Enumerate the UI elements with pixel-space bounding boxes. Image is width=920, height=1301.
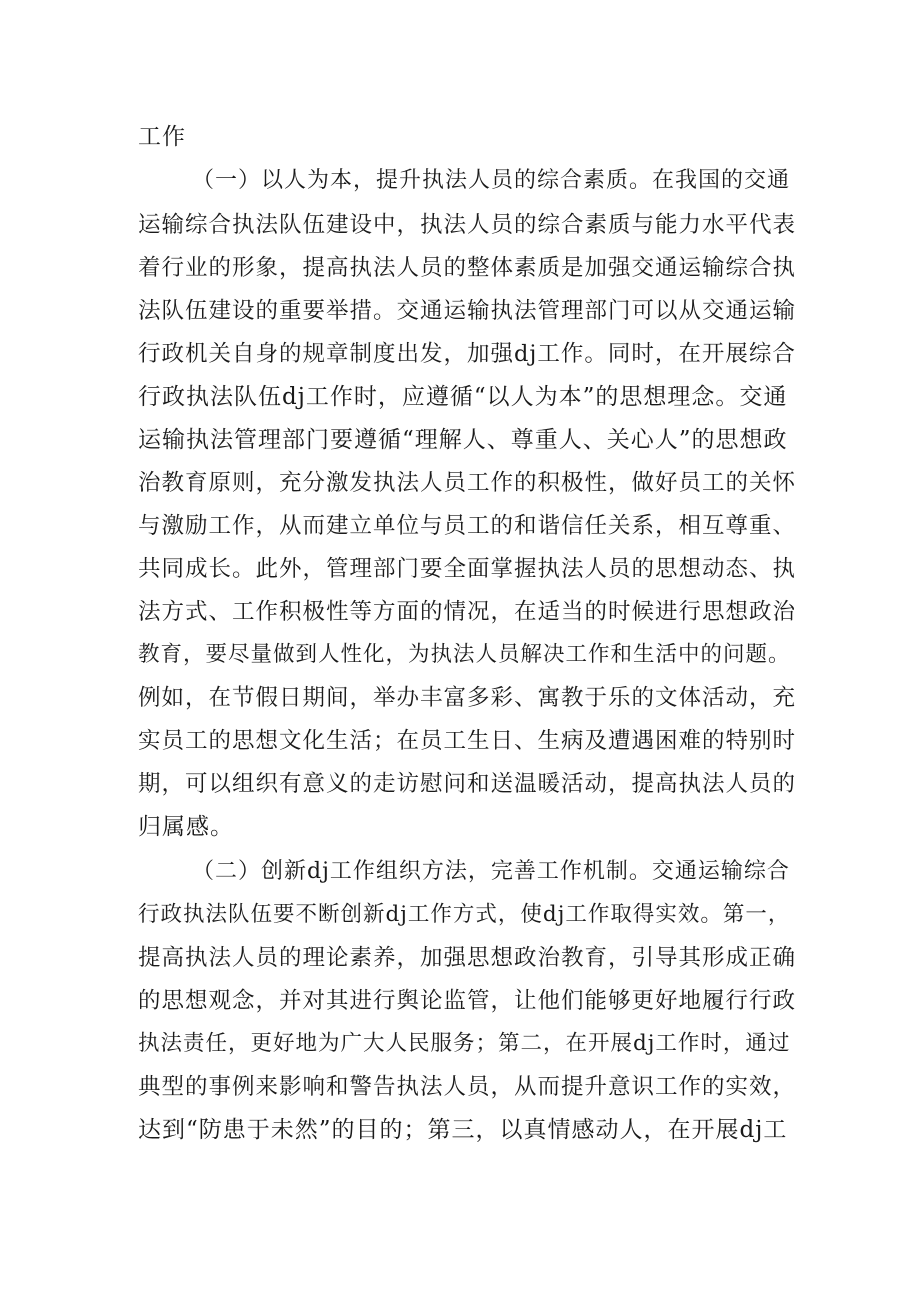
text-line: 法方式、工作积极性等方面的情况，在适当的时候进行思想政治 bbox=[138, 599, 797, 625]
text-line: 工作 bbox=[138, 124, 186, 150]
text-line: 共同成长。此外，管理部门要全面掌握执法人员的思想动态、执 bbox=[138, 556, 797, 582]
text-line: 实员工的思想文化生活；在员工生日、生病及遭遇困难的特别时 bbox=[138, 728, 797, 754]
text-line: 达到“防患于未然”的目的；第三，以真情感动人，在开展dj工 bbox=[138, 1117, 788, 1143]
text-line: 执法责任，更好地为广大人民服务；第二，在开展dj工作时，通过 bbox=[138, 1031, 791, 1056]
text-line: 教育，要尽量做到人性化，为执法人员解决工作和生活中的问题。 bbox=[138, 642, 791, 667]
text-line: 的思想观念，并对其进行舆论监管，让他们能够更好地履行行政 bbox=[138, 988, 797, 1014]
text-line: 例如，在节假日期间，举办丰富多彩、寓教于乐的文体活动，充 bbox=[138, 685, 797, 711]
text-line: 行政执法队伍dj工作时，应遵循“以人为本”的思想理念。交通 bbox=[138, 384, 788, 410]
text-line: 提高执法人员的理论素养，加强思想政治教育，引导其形成正确 bbox=[138, 945, 797, 971]
text-line: 运输执法管理部门要遵循“理解人、尊重人、关心人”的思想政 bbox=[138, 427, 788, 453]
text-line: （二）创新dj工作组织方法，完善工作机制。交通运输综合 bbox=[192, 859, 790, 884]
text-line: 归属感。 bbox=[138, 814, 234, 840]
text-line: 期，可以组织有意义的走访慰问和送温暖活动，提高执法人员的 bbox=[138, 771, 797, 797]
text-line: 法队伍建设的重要举措。交通运输执法管理部门可以从交通运输 bbox=[138, 298, 797, 324]
text-line: 与激励工作，从而建立单位与员工的和谐信任关系，相互尊重、 bbox=[138, 513, 797, 539]
text-line: （一）以人为本，提升执法人员的综合素质。在我国的交通 bbox=[192, 168, 791, 193]
text-line: 着行业的形象，提高执法人员的整体素质是加强交通运输综合执 bbox=[138, 255, 797, 281]
text-line: 典型的事例来影响和警告执法人员，从而提升意识工作的实效， bbox=[138, 1074, 797, 1100]
text-line: 治教育原则，充分激发执法人员工作的积极性，做好员工的关怀 bbox=[138, 470, 797, 496]
text-line: 运输综合执法队伍建设中，执法人员的综合素质与能力水平代表 bbox=[138, 212, 797, 238]
text-line: 行政执法队伍要不断创新dj工作方式，使dj工作取得实效。第一， bbox=[138, 902, 791, 927]
text-line: 行政机关自身的规章制度出发，加强dj工作。同时，在开展综合 bbox=[138, 341, 796, 367]
